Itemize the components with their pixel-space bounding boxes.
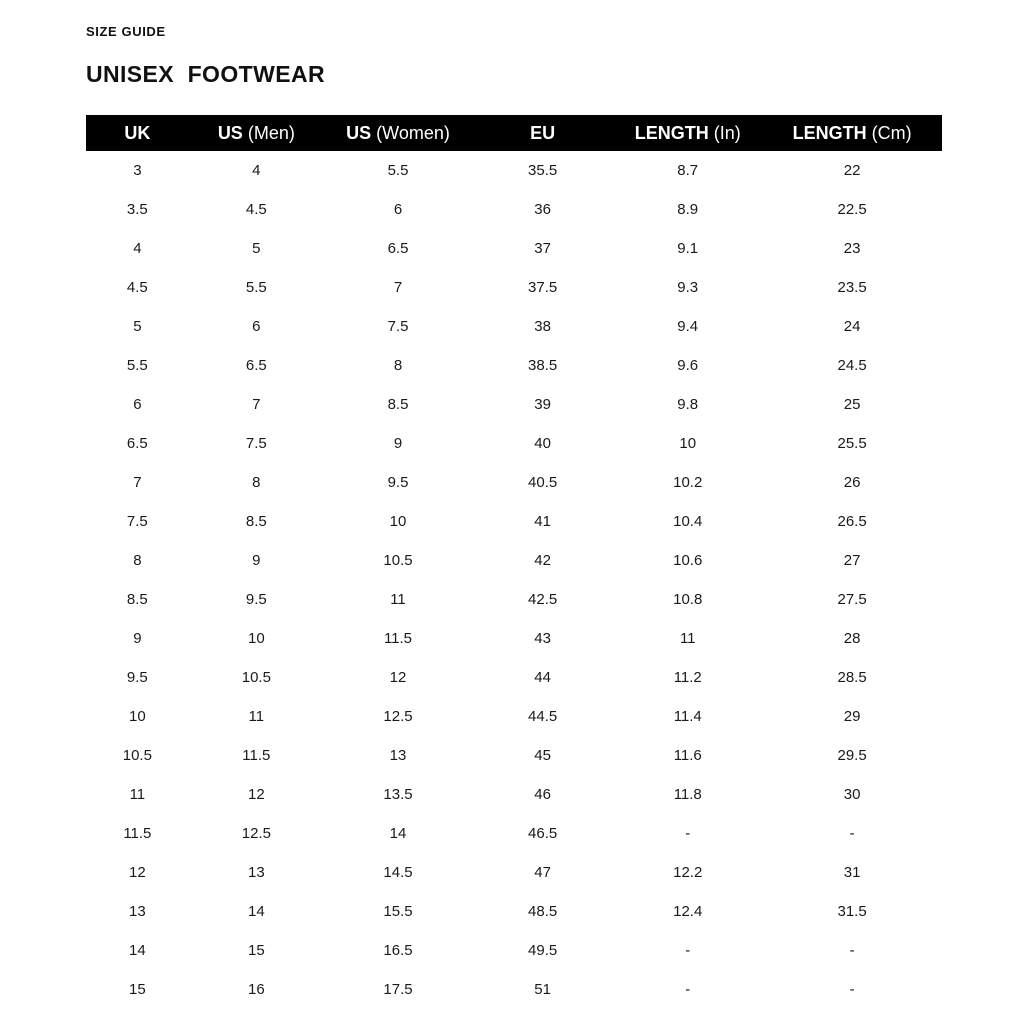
size-cell: 9.3 xyxy=(677,279,699,296)
size-cell: 43 xyxy=(534,630,551,647)
size-cell: - xyxy=(849,825,855,842)
table-row xyxy=(86,697,942,736)
size-cell: 8.7 xyxy=(677,162,699,179)
size-cell: 10.5 xyxy=(241,669,271,686)
size-cell: 9 xyxy=(393,435,403,452)
column-header-sublabel: (In) xyxy=(713,122,741,143)
size-cell: 24 xyxy=(843,318,861,335)
table-row xyxy=(86,619,942,658)
size-cell: 25.5 xyxy=(837,435,867,452)
size-cell: 13.5 xyxy=(383,786,413,803)
size-cell: 13 xyxy=(389,747,407,764)
size-cell: 11.5 xyxy=(242,747,271,764)
size-cell: 26.5 xyxy=(837,513,867,530)
size-cell: 28 xyxy=(843,630,861,647)
size-cell: 9.8 xyxy=(677,396,699,413)
table-row xyxy=(86,658,942,697)
size-cell: 24.5 xyxy=(837,357,867,374)
column-header-uk xyxy=(86,115,189,151)
size-cell: 42.5 xyxy=(528,591,558,608)
size-cell: 11 xyxy=(390,591,406,608)
table-row xyxy=(86,346,942,385)
size-cell: 15 xyxy=(129,981,146,998)
table-header-row xyxy=(86,115,942,151)
size-cell: 13 xyxy=(129,903,146,920)
column-header-label: LENGTH xyxy=(792,122,867,143)
size-cell: 4.5 xyxy=(126,279,148,296)
size-cell: 9.4 xyxy=(677,318,699,335)
column-header-us-women xyxy=(324,115,472,151)
size-cell: 14 xyxy=(129,942,146,959)
table-row xyxy=(86,151,942,190)
size-cell: 9.5 xyxy=(387,474,409,491)
table-row xyxy=(86,736,942,775)
size-cell: 29.5 xyxy=(837,747,867,764)
size-cell: 44 xyxy=(534,669,551,686)
size-cell: 31 xyxy=(843,864,861,881)
size-cell: 36 xyxy=(534,201,551,218)
size-cell: 11 xyxy=(129,786,146,803)
size-cell: 51 xyxy=(534,981,551,998)
column-header-label: US xyxy=(217,122,243,143)
size-cell: 8 xyxy=(133,552,142,569)
size-cell: 16.5 xyxy=(383,942,413,959)
size-cell: 37.5 xyxy=(528,279,558,296)
size-cell: 37 xyxy=(534,240,551,257)
page-title: UNISEX FOOTWEAR xyxy=(86,61,325,87)
size-cell: 12.4 xyxy=(673,903,703,920)
size-cell: 6 xyxy=(393,201,403,218)
size-cell: 22 xyxy=(843,162,861,179)
table-row xyxy=(86,775,942,814)
size-cell: 7.5 xyxy=(245,435,267,452)
size-cell: 9 xyxy=(252,552,261,569)
size-cell: 11 xyxy=(679,630,696,647)
column-header-label: US xyxy=(346,122,372,143)
size-cell: 48.5 xyxy=(528,903,558,920)
size-cell: 4 xyxy=(133,240,142,257)
size-cell: 11.8 xyxy=(673,786,702,803)
table-row xyxy=(86,892,942,931)
size-cell: - xyxy=(685,825,691,842)
size-cell: 28.5 xyxy=(837,669,867,686)
size-cell: - xyxy=(849,942,855,959)
table-row xyxy=(86,580,942,619)
column-header-length-cm xyxy=(762,115,942,151)
column-header-us-men xyxy=(189,115,324,151)
column-header-length-in xyxy=(613,115,762,151)
size-cell: 15 xyxy=(247,942,265,959)
size-cell: 12 xyxy=(389,669,407,686)
size-guide-label: SIZE GUIDE xyxy=(86,24,166,39)
table-row xyxy=(86,463,942,502)
size-cell: 44.5 xyxy=(528,708,558,725)
size-cell: 12.2 xyxy=(673,864,703,881)
size-cell: 7.5 xyxy=(126,513,148,530)
table-row xyxy=(86,190,942,229)
table-row xyxy=(86,931,942,970)
size-cell: 6.5 xyxy=(245,357,267,374)
size-cell: 40.5 xyxy=(528,474,558,491)
size-cell: 11.5 xyxy=(123,825,152,842)
column-header-sublabel: (Cm) xyxy=(871,122,912,143)
size-cell: 38.5 xyxy=(528,357,558,374)
size-cell: 38 xyxy=(534,318,551,335)
size-cell: 9.5 xyxy=(126,669,148,686)
size-cell: 8.5 xyxy=(245,513,267,530)
size-cell: 41 xyxy=(534,513,551,530)
size-cell: 6.5 xyxy=(126,435,148,452)
size-cell: 5.5 xyxy=(245,279,267,296)
size-cell: 39 xyxy=(534,396,551,413)
table-row xyxy=(86,541,942,580)
size-cell: - xyxy=(685,942,691,959)
size-cell: 7 xyxy=(252,396,261,413)
size-cell: 8 xyxy=(393,357,403,374)
size-cell: 46 xyxy=(534,786,551,803)
size-cell: 7 xyxy=(133,474,142,491)
size-cell: 29 xyxy=(843,708,861,725)
size-cell: 30 xyxy=(843,786,861,803)
size-cell: 11 xyxy=(248,708,265,725)
size-cell: 11.2 xyxy=(673,669,702,686)
size-cell: 23.5 xyxy=(837,279,867,296)
size-cell: 42 xyxy=(534,552,551,569)
size-cell: 8 xyxy=(252,474,261,491)
size-cell: 6 xyxy=(133,396,142,413)
size-cell: 35.5 xyxy=(528,162,558,179)
size-cell: 5.5 xyxy=(387,162,409,179)
size-cell: 12 xyxy=(129,864,146,881)
size-cell: 23 xyxy=(843,240,861,257)
column-header-sublabel: (Men) xyxy=(247,122,295,143)
size-cell: 10 xyxy=(247,630,265,647)
size-cell: 46.5 xyxy=(528,825,558,842)
table-row xyxy=(86,853,942,892)
size-cell: 49.5 xyxy=(528,942,558,959)
size-cell: 13 xyxy=(247,864,265,881)
size-cell: 14 xyxy=(247,903,265,920)
size-cell: 6 xyxy=(252,318,261,335)
size-cell: 8.5 xyxy=(126,591,148,608)
table-row xyxy=(86,814,942,853)
size-cell: - xyxy=(685,981,691,998)
table-header xyxy=(86,115,942,151)
size-cell: 47 xyxy=(534,864,551,881)
table-row xyxy=(86,268,942,307)
column-header-sublabel: (Women) xyxy=(376,122,450,143)
size-cell: - xyxy=(849,981,855,998)
size-cell: 12 xyxy=(247,786,265,803)
size-chart-table xyxy=(86,115,942,1009)
size-cell: 10.4 xyxy=(673,513,703,530)
column-header-eu xyxy=(472,115,613,151)
size-cell: 27 xyxy=(843,552,861,569)
size-cell: 15.5 xyxy=(383,903,413,920)
size-cell: 26 xyxy=(843,474,861,491)
table-row xyxy=(86,970,942,1009)
size-cell: 7 xyxy=(393,279,403,296)
size-cell: 11.6 xyxy=(673,747,702,764)
size-cell: 6.5 xyxy=(387,240,409,257)
table-row xyxy=(86,502,942,541)
size-cell: 8.5 xyxy=(387,396,409,413)
size-cell: 12.5 xyxy=(383,708,413,725)
size-cell: 8.9 xyxy=(677,201,699,218)
table-body xyxy=(86,151,942,1009)
size-cell: 4 xyxy=(252,162,261,179)
size-cell: 27.5 xyxy=(837,591,867,608)
size-cell: 3.5 xyxy=(126,201,148,218)
column-header-label: EU xyxy=(530,122,556,143)
size-cell: 10.2 xyxy=(673,474,703,491)
size-cell: 14 xyxy=(389,825,407,842)
size-cell: 5 xyxy=(133,318,142,335)
table-row xyxy=(86,307,942,346)
size-cell: 40 xyxy=(534,435,551,452)
size-cell: 7.5 xyxy=(387,318,409,335)
size-cell: 10.6 xyxy=(673,552,703,569)
column-header-label: UK xyxy=(124,122,151,143)
column-header-label: LENGTH xyxy=(634,122,709,143)
size-cell: 10 xyxy=(389,513,407,530)
size-cell: 9.5 xyxy=(245,591,267,608)
size-cell: 10.8 xyxy=(673,591,703,608)
size-cell: 10.5 xyxy=(122,747,152,764)
size-cell: 10 xyxy=(129,708,146,725)
size-cell: 10 xyxy=(679,435,697,452)
size-cell: 25 xyxy=(843,396,861,413)
size-cell: 5 xyxy=(252,240,261,257)
size-cell: 9.1 xyxy=(677,240,699,257)
size-cell: 3 xyxy=(133,162,142,179)
size-cell: 10.5 xyxy=(383,552,413,569)
size-cell: 31.5 xyxy=(837,903,867,920)
size-cell: 4.5 xyxy=(245,201,267,218)
size-cell: 14.5 xyxy=(383,864,413,881)
size-cell: 5.5 xyxy=(126,357,148,374)
size-cell: 11.4 xyxy=(673,708,702,725)
size-cell: 11.5 xyxy=(383,630,413,647)
size-cell: 45 xyxy=(534,747,551,764)
size-cell: 16 xyxy=(247,981,265,998)
size-cell: 22.5 xyxy=(837,201,867,218)
table-row xyxy=(86,229,942,268)
size-cell: 9.6 xyxy=(677,357,699,374)
table-row xyxy=(86,424,942,463)
table-row xyxy=(86,385,942,424)
size-cell: 17.5 xyxy=(383,981,413,998)
size-cell: 12.5 xyxy=(241,825,271,842)
size-cell: 9 xyxy=(133,630,142,647)
